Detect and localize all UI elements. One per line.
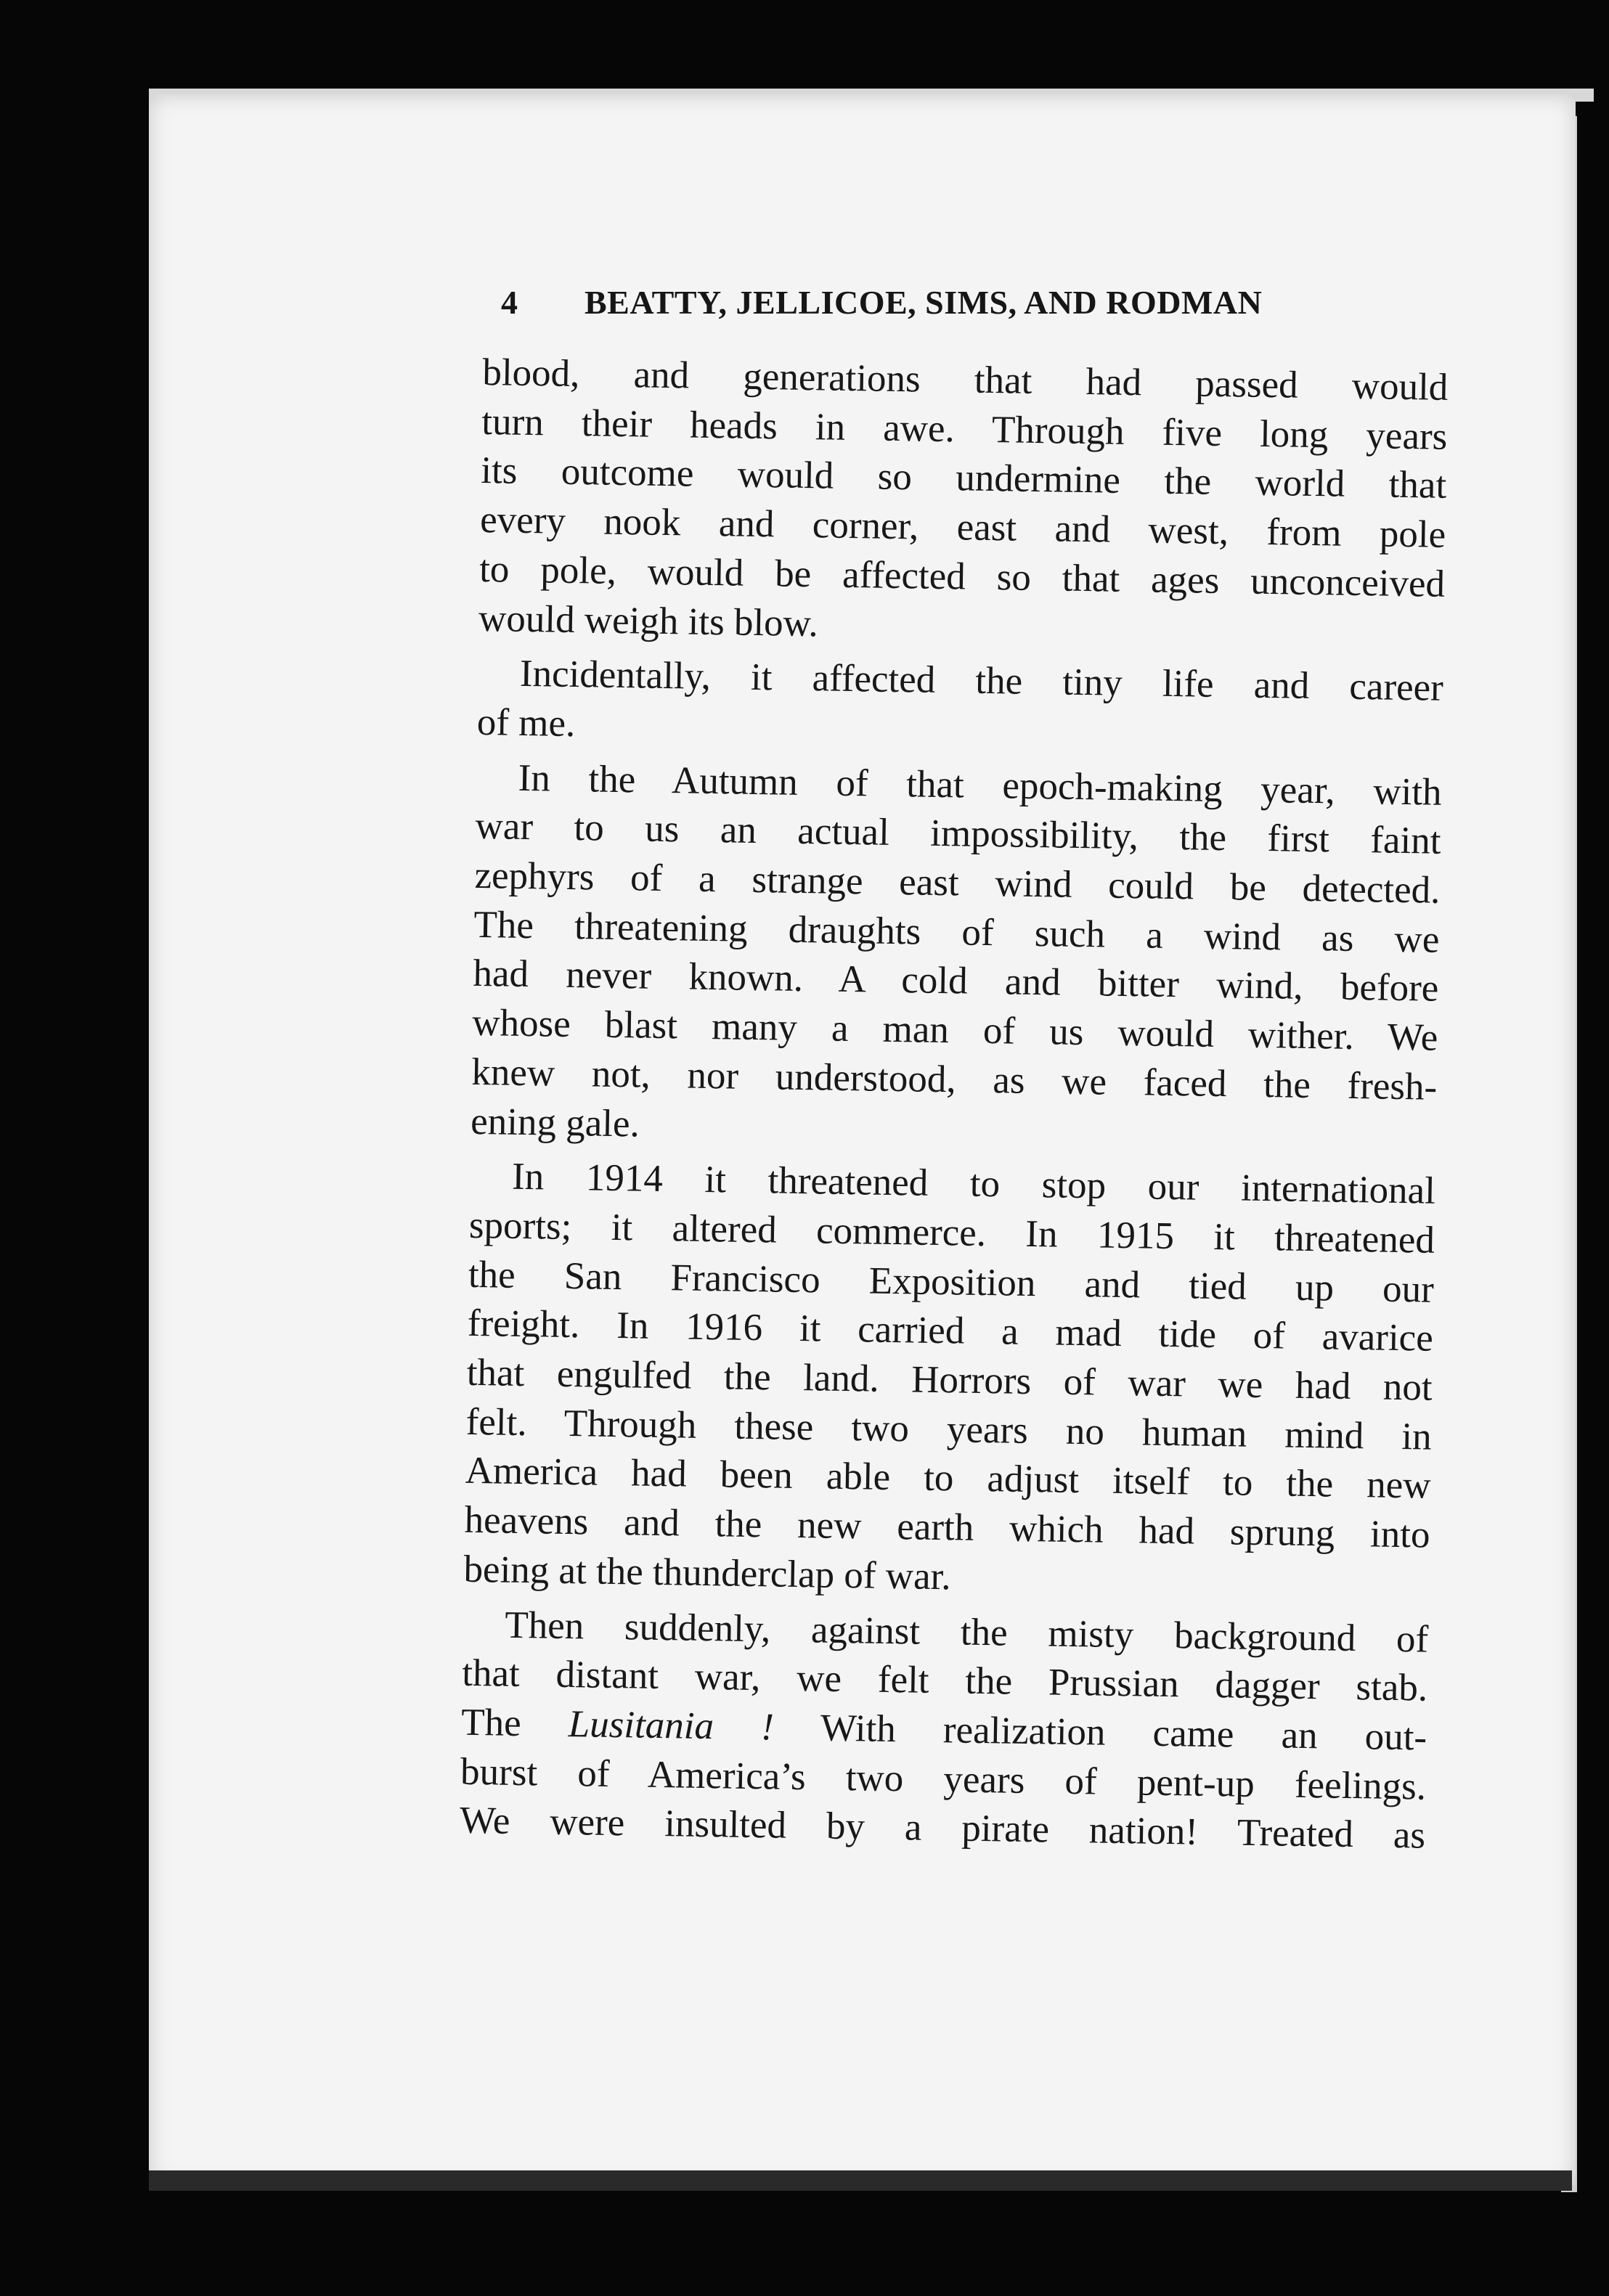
text-line: its outcome would so undermine the world that — [480, 449, 1447, 507]
text-line: America had been able to adjust itself to the new — [465, 1450, 1432, 1508]
text-line: turn their heads in awe. Through five long years — [481, 400, 1448, 458]
page-number: 4 — [501, 284, 518, 321]
paragraph-4 — [463, 1152, 1435, 1609]
text-line: blood, and generations that had passed would — [482, 351, 1449, 409]
text-line: burst of America’s two years of pent-up feelings. — [460, 1750, 1427, 1808]
text-line: sports; it altered commerce. In 1915 it threatened — [468, 1204, 1435, 1262]
text-line: Then suddenly, against the misty background of — [504, 1603, 1429, 1661]
text-line: would weigh its blow. — [478, 597, 819, 645]
text-line: to pole, would be affected so that ages unconceived — [478, 547, 1446, 605]
text-segment: With realization came an out- — [820, 1707, 1427, 1759]
text-line: that distant war, we felt the Prussian dagger stab. — [461, 1652, 1428, 1709]
text-line: that engulfed the land. Horrors of war we had not — [466, 1351, 1433, 1409]
text-line: had never known. A cold and bitter wind, before — [473, 952, 1439, 1010]
paragraph-3 — [471, 753, 1442, 1161]
text-line: being at the thunderclap of war. — [463, 1548, 952, 1598]
running-head: BEATTY, JELLICOE, SIMS, AND RODMAN — [584, 284, 1263, 321]
text-line: heavens and the new earth which had sprung into — [464, 1498, 1430, 1556]
text-line: war to us an actual impossibility, the first faint — [475, 805, 1441, 863]
text-line: In 1914 it threatened to stop our international — [511, 1156, 1436, 1212]
text-line: We were insulted by a pirate nation! Treated as — [459, 1799, 1426, 1858]
text-line: Incidentally, it affected the tiny life and career — [519, 653, 1444, 710]
paragraph-5 — [460, 1600, 1429, 1860]
text-line: whose blast many a man of us would wither. We — [471, 1002, 1438, 1059]
text-line: every nook and corner, east and west, from pole — [479, 499, 1446, 556]
text-segment — [773, 1707, 820, 1749]
page-bottom-edge — [149, 2170, 1572, 2191]
body-text — [460, 348, 1449, 1861]
text-line: The threatening draughts of such a wind as we — [473, 903, 1440, 961]
text-line: zephyrs of a strange east wind could be detected. — [474, 854, 1441, 912]
ship-name: Lusitania ! — [568, 1703, 775, 1749]
text-line: felt. Through these two years no human mind in — [465, 1400, 1433, 1458]
page-header — [501, 283, 1387, 334]
paragraph-2 — [476, 649, 1443, 762]
text-line: of me. — [476, 700, 576, 745]
text-line: ening gale. — [470, 1100, 640, 1145]
text-line: In the Autumn of that epoch-making year, with — [518, 756, 1443, 814]
paragraph-1 — [478, 348, 1449, 658]
text-line: freight. In 1916 it carried a mad tide of avarice — [467, 1302, 1434, 1360]
text-segment: The — [460, 1701, 569, 1746]
text-line: the San Francisco Exposition and tied up our — [468, 1253, 1435, 1311]
text-line: knew not, nor understood, as we faced the fresh- — [471, 1050, 1438, 1108]
